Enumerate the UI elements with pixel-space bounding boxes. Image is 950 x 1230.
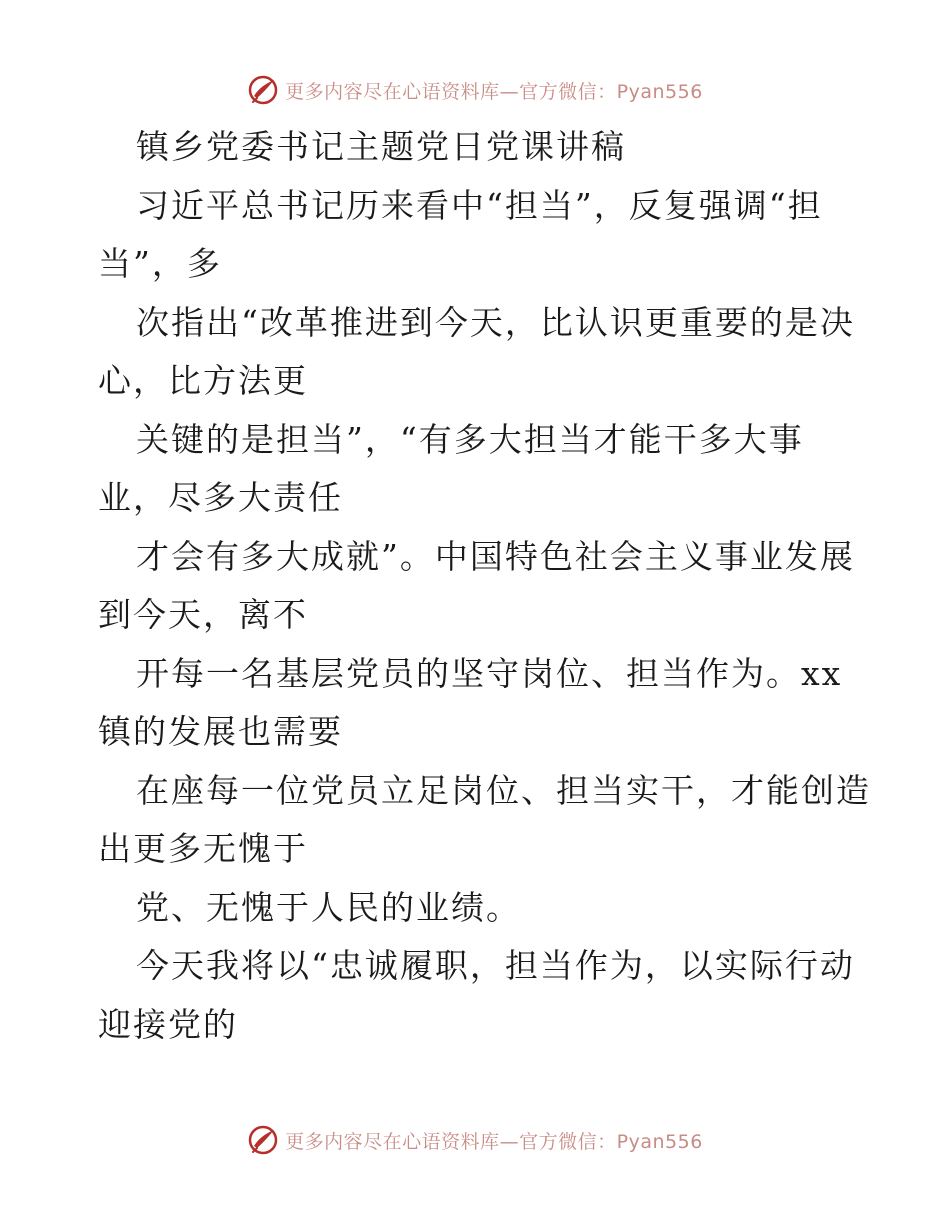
quill-logo-icon bbox=[247, 1124, 279, 1156]
text-line: 开每一名基层党员的坚守岗位、担当作为。xx bbox=[136, 653, 843, 693]
text-line: 迎接党的 bbox=[98, 1004, 238, 1044]
text-line: 才会有多大成就”。中国特色社会主义事业发展 bbox=[136, 536, 855, 576]
header-watermark-text: 更多内容尽在心语资料库—官方微信：Pyan556 bbox=[285, 80, 703, 103]
quill-logo-icon bbox=[247, 74, 279, 106]
header-watermark bbox=[0, 70, 950, 110]
text-line: 到今天，离不 bbox=[98, 595, 308, 634]
text-line: 镇的发展也需要 bbox=[98, 712, 343, 751]
text-line: 习近平总书记历来看中“担当”，反复强调“担 bbox=[136, 185, 823, 225]
text-line: 在座每一位党员立足岗位、担当实干，才能创造 bbox=[136, 770, 871, 810]
text-line: 镇乡党委书记主题党日党课讲稿 bbox=[136, 127, 626, 166]
text-line: 出更多无愧于 bbox=[98, 829, 308, 868]
text-line: 关键的是担当”，“有多大担当才能干多大事 bbox=[136, 419, 804, 459]
footer-watermark bbox=[0, 1120, 950, 1160]
text-line: 党、无愧于人民的业绩。 bbox=[136, 887, 521, 927]
footer-watermark-text: 更多内容尽在心语资料库—官方微信：Pyan556 bbox=[285, 1130, 703, 1153]
text-line: 次指出“改革推进到今天，比认识更重要的是决 bbox=[136, 302, 855, 342]
text-line: 业，尽多大责任 bbox=[98, 478, 343, 517]
document-body bbox=[98, 118, 871, 1054]
text-line: 心，比方法更 bbox=[98, 361, 308, 400]
text-line: 今天我将以“忠诚履职，担当作为，以实际行动 bbox=[136, 946, 855, 985]
text-line: 当”，多 bbox=[98, 244, 222, 283]
